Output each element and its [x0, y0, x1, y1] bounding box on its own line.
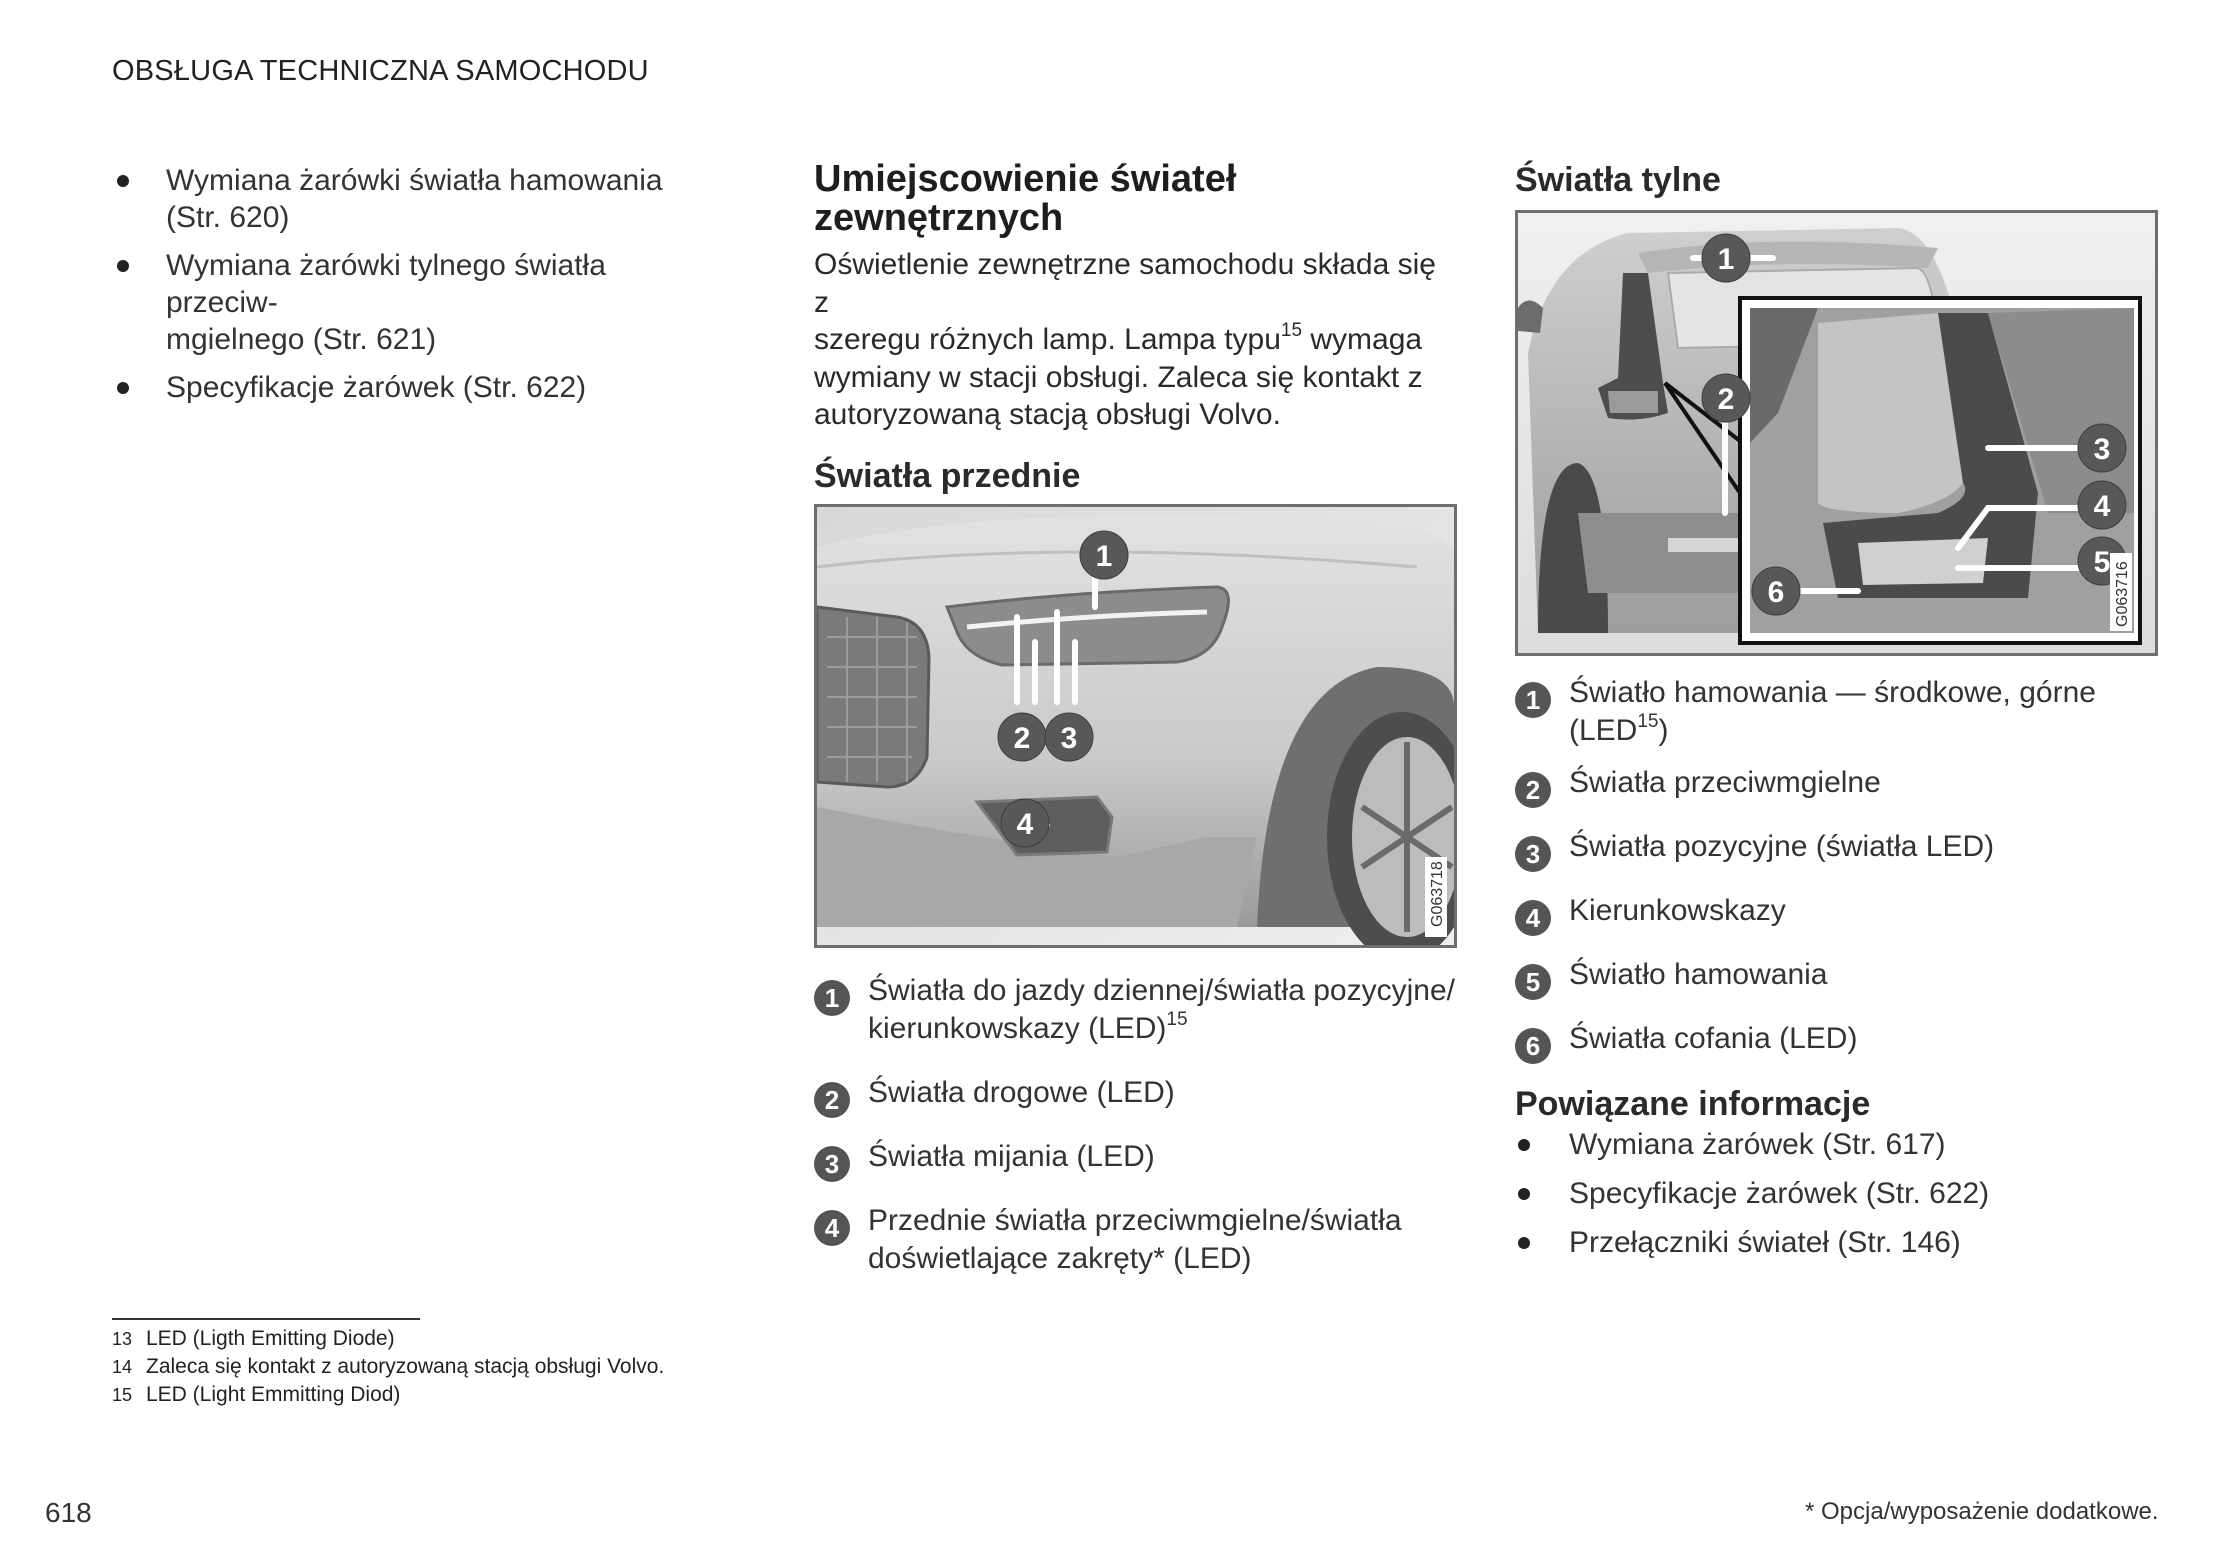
number-badge-icon: 2	[1515, 772, 1551, 808]
footnote-13: 13 LED (Ligth Emitting Diode)	[112, 1327, 395, 1350]
front-legend-item: 2 Światła drogowe (LED)	[814, 1074, 1459, 1112]
callout-2	[1702, 374, 1750, 422]
callout-3	[1045, 713, 1093, 761]
rear-legend-item: 3 Światła pozycyjne (światła LED)	[1515, 828, 2160, 866]
number-badge-icon: 1	[1515, 682, 1551, 718]
intro-paragraph: Oświetlenie zewnętrzne samochodu składa się z szeregu różnych lamp. Lampa typu$^{15}$ wymaga wymiany w stacji obsługi. Zaleca się kontakt z autoryzowaną stacją obsługi Volvo.	[814, 248, 1436, 431]
svg-text:1: 1	[1717, 243, 1735, 276]
svg-text:1: 1	[1095, 539, 1113, 573]
callout-4	[2078, 481, 2126, 529]
callout-4	[1001, 799, 1049, 847]
rear-legend-item: 2 Światła przeciwmgielne	[1515, 764, 2160, 802]
number-badge-icon: 3	[814, 1146, 850, 1182]
running-header: OBSŁUGA TECHNICZNA SAMOCHODU	[112, 55, 649, 87]
related-link-bulb-replacement[interactable]: Wymiana żarówek (Str. 617)	[1515, 1126, 2160, 1163]
left-related-list	[112, 162, 712, 417]
svg-text:6: 6	[1767, 576, 1785, 609]
related-link-light-switches[interactable]: Przełączniki świateł (Str. 146)	[1515, 1224, 2160, 1261]
bullet-icon	[1518, 1237, 1530, 1249]
front-legend-item: 4 Przednie światła przeciwmgielne/światła doświetlające zakręty* (LED)	[814, 1202, 1459, 1278]
svg-text:2: 2	[1013, 721, 1031, 755]
number-badge-icon: 4	[814, 1210, 850, 1246]
rear-lights-figure	[1515, 210, 2158, 656]
figure-code: G063716	[2114, 561, 2131, 627]
front-legend-item: 3 Światła mijania (LED)	[814, 1138, 1459, 1176]
svg-text:3: 3	[2093, 433, 2111, 466]
bullet-icon	[1518, 1188, 1530, 1200]
rear-lights-heading: Światła tylne	[1515, 161, 1721, 199]
related-link-bulb-specs[interactable]: Specyfikacje żarówek (Str. 622)	[1515, 1175, 2160, 1212]
footnote-ref[interactable]: 15	[1166, 1008, 1188, 1030]
rear-section	[1515, 160, 2160, 1272]
number-badge-icon: 4	[1515, 900, 1551, 936]
bullet-icon	[117, 260, 129, 272]
related-link-brake-bulb[interactable]: Wymiana żarówki światła hamowania (Str. 620)	[112, 162, 712, 236]
footnote-ref[interactable]: 15	[1280, 320, 1303, 341]
footnote-divider	[112, 1318, 420, 1320]
main-section	[814, 160, 1459, 1304]
related-info-heading: Powiązane informacje	[1515, 1085, 1871, 1123]
rear-car-illustration	[1518, 213, 2155, 653]
rear-legend-item: 4 Kierunkowskazy	[1515, 892, 2160, 930]
number-badge-icon: 3	[1515, 836, 1551, 872]
callout-6	[1752, 567, 1800, 615]
footnote-ref[interactable]: 15	[1637, 711, 1659, 732]
callout-3	[2078, 424, 2126, 472]
footnote-15: 15 LED (Light Emmitting Diod)	[112, 1383, 401, 1406]
number-badge-icon: 2	[814, 1082, 850, 1118]
rear-legend-item: 6 Światła cofania (LED)	[1515, 1020, 2160, 1058]
bullet-icon	[117, 382, 129, 394]
front-car-illustration	[817, 507, 1454, 945]
footnotes	[112, 1325, 664, 1409]
svg-text:3: 3	[1060, 721, 1078, 755]
svg-text:2: 2	[1717, 383, 1735, 416]
rear-lights-legend	[1515, 674, 2160, 1061]
callout-2	[998, 713, 1046, 761]
section-title: Umiejscowienie świateł zewnętrznych	[814, 158, 1237, 239]
front-legend-item: 1 Światła do jazdy dziennej/światła pozycyjne/ kierunkowskazy (LED)$^{15}$	[814, 972, 1459, 1048]
front-lights-figure	[814, 504, 1457, 948]
svg-text:5: 5	[2093, 546, 2111, 579]
callout-1	[1702, 234, 1750, 282]
front-lights-legend	[814, 972, 1459, 1278]
rear-legend-item: 1 Światło hamowania — środkowe, górne (LED$^{15}$)	[1515, 674, 2160, 750]
related-link-bulb-specs[interactable]: Specyfikacje żarówek (Str. 622)	[112, 369, 712, 406]
svg-text:4: 4	[1016, 807, 1034, 841]
bullet-icon	[117, 175, 129, 187]
number-badge-icon: 1	[814, 980, 850, 1016]
option-note: * Opcja/wyposażenie dodatkowe.	[1805, 1498, 2159, 1525]
number-badge-icon: 6	[1515, 1028, 1551, 1064]
svg-text:4: 4	[2093, 490, 2111, 523]
footnote-14: 14 Zaleca się kontakt z autoryzowaną stacją obsługi Volvo.	[112, 1355, 665, 1378]
related-link-rear-fog-bulb[interactable]: Wymiana żarówki tylnego światła przeciw- mgielnego (Str. 621)	[112, 247, 712, 358]
callout-1	[1080, 531, 1128, 579]
rear-legend-item: 5 Światło hamowania	[1515, 956, 2160, 994]
front-lights-heading: Światła przednie	[814, 456, 1081, 495]
page-number: 618	[45, 1497, 92, 1528]
related-info-list	[1515, 1126, 2160, 1261]
number-badge-icon: 5	[1515, 964, 1551, 1000]
figure-code: G063718	[1429, 860, 1446, 927]
bullet-icon	[1518, 1139, 1530, 1151]
